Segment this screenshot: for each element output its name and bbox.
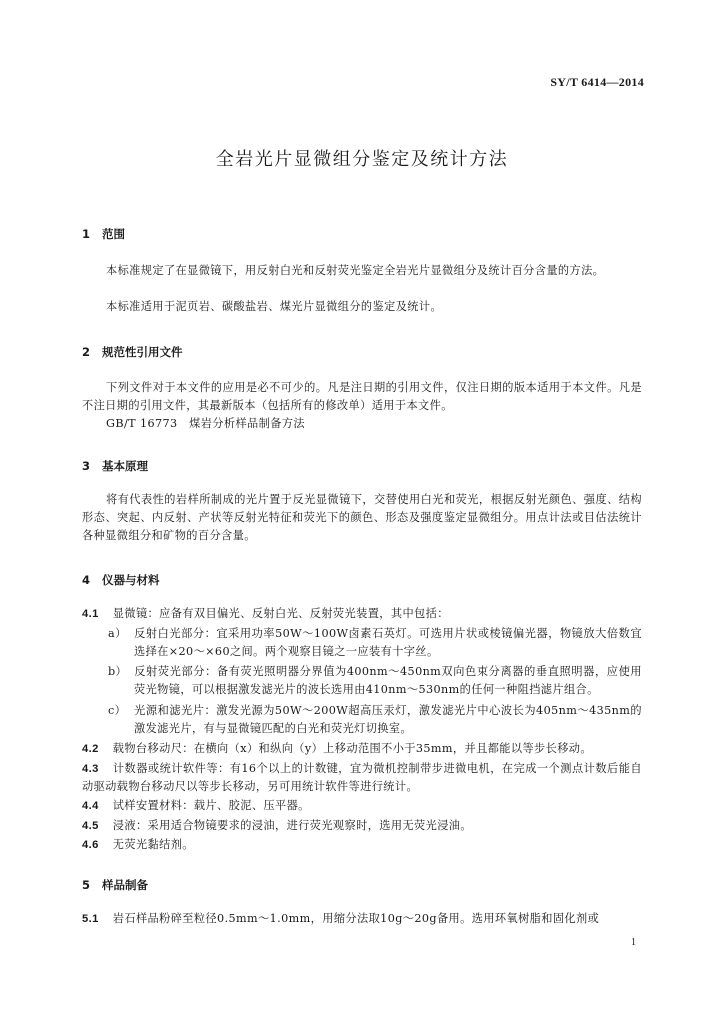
clause-text: 显微镜：应备有双目偏光、反射白光、反射荧光装置，其中包括： [112,607,449,620]
clause-number: 4.2 [82,743,99,755]
clause-4-3 [82,760,642,796]
list-marker: c） [108,704,127,717]
section-title: 基本原理 [102,459,148,473]
clause-text: 浸液：采用适合物镜要求的浸油，进行荧光观察时，选用无荧光浸油。 [112,819,472,832]
clause-4-2 [82,740,642,758]
list-text: 反射白光部分：宜采用功率50W～100W卤素石英灯。可选用片状或棱镜偏光器，物镜放大倍数宜选择在×20～×60之间。两个观察目镜之一应装有十字丝。 [134,627,642,658]
page-number: 1 [631,937,636,948]
clause-text: 载物台移动尺：在横向（x）和纵向（y）上移动范围不小于35mm，并且都能以等步长移动。 [112,742,592,755]
clause-5-1 [82,910,642,928]
section-title: 仪器与材料 [102,573,160,587]
list-item-c [108,702,642,738]
list-text: 反射荧光部分：备有荧光照明器分界值为400nm～450nm双向色束分离器的垂直照明器，应使用荧光物镜，可以根据激发滤光片的波长选用由410nm～530nm的任何一种阻挡滤片组合。 [134,665,642,696]
clause-number: 4.5 [82,820,99,832]
section-title: 样品制备 [102,878,148,892]
section-number: 3 [82,459,91,473]
section-5-heading [82,877,148,893]
section-title: 范围 [102,227,125,241]
section-number: 4 [82,573,91,587]
clause-4-4 [82,797,642,815]
clause-number: 4.3 [82,763,99,775]
section-3-heading [82,458,148,474]
list-text: 光源和滤光片：激发光源为50W～200W超高压汞灯，激发滤光片中心波长为405nm～435nm的激发滤光片，有与显微镜匹配的白光和荧光灯切换室。 [134,704,642,735]
section-4-heading [82,572,160,588]
section-title: 规范性引用文件 [102,345,183,359]
list-item-b [108,663,642,699]
section-3-paragraph-1: 将有代表性的岩样所制成的光片置于反光显微镜下，交替使用白光和荧光，根据反射光颜色、强度、结构形态、突起、内反射、产状等反射光特征和荧光下的颜色、形态及强度鉴定显微组分。用点计法或目估法统计各种显微组分和矿物的百分含量。 [82,493,642,542]
clause-number: 4.4 [82,800,99,812]
list-marker: b） [108,665,128,678]
clause-4-1 [82,605,642,623]
clause-number: 4.6 [82,839,99,851]
section-2-paragraph-1: 下列文件对于本文件的应用是必不可少的。凡是注日期的引用文件，仅注日期的版本适用于本文件。凡是不注日期的引用文件，其最新版本（包括所有的修改单）适用于本文件。 [82,381,642,412]
section-2-reference: GB/T 16773 煤岩分析样品制备方法 [106,417,305,430]
clause-text: 计数器或统计软件等：有16个以上的计数键，宜为微机控制带步进微电机，在完成一个测点计数后能自动驱动载物台移动尺以等步长移动，另可用统计软件等进行统计。 [82,762,642,793]
section-number: 5 [82,878,91,892]
page-title: 全岩光片显微组分鉴定及统计方法 [215,149,509,170]
clause-number: 4.1 [82,608,99,620]
list-marker: a） [108,627,127,640]
standard-code: SY/T 6414—2014 [550,75,644,89]
section-number: 1 [82,227,91,241]
list-item-a [108,625,642,661]
clause-4-5 [82,817,642,835]
section-number: 2 [82,345,91,359]
clause-text: 无荧光黏结剂。 [112,838,194,851]
section-2-heading [82,344,183,360]
clause-text: 试样安置材料：载片、胶泥、压平器。 [112,799,310,812]
section-1-heading [82,226,125,242]
section-1-paragraph-1: 本标准规定了在显微镜下，用反射白光和反射荧光鉴定全岩光片显微组分及统计百分含量的方法。 [106,264,605,277]
clause-4-6 [82,836,642,854]
section-1-paragraph-2: 本标准适用于泥页岩、碳酸盐岩、煤光片显微组分的鉴定及统计。 [106,300,443,313]
clause-text: 岩石样品粉碎至粒径0.5mm～1.0mm，用缩分法取10g～20g备用。选用环氧树脂和固化剂或 [112,912,600,925]
clause-number: 5.1 [82,913,99,925]
